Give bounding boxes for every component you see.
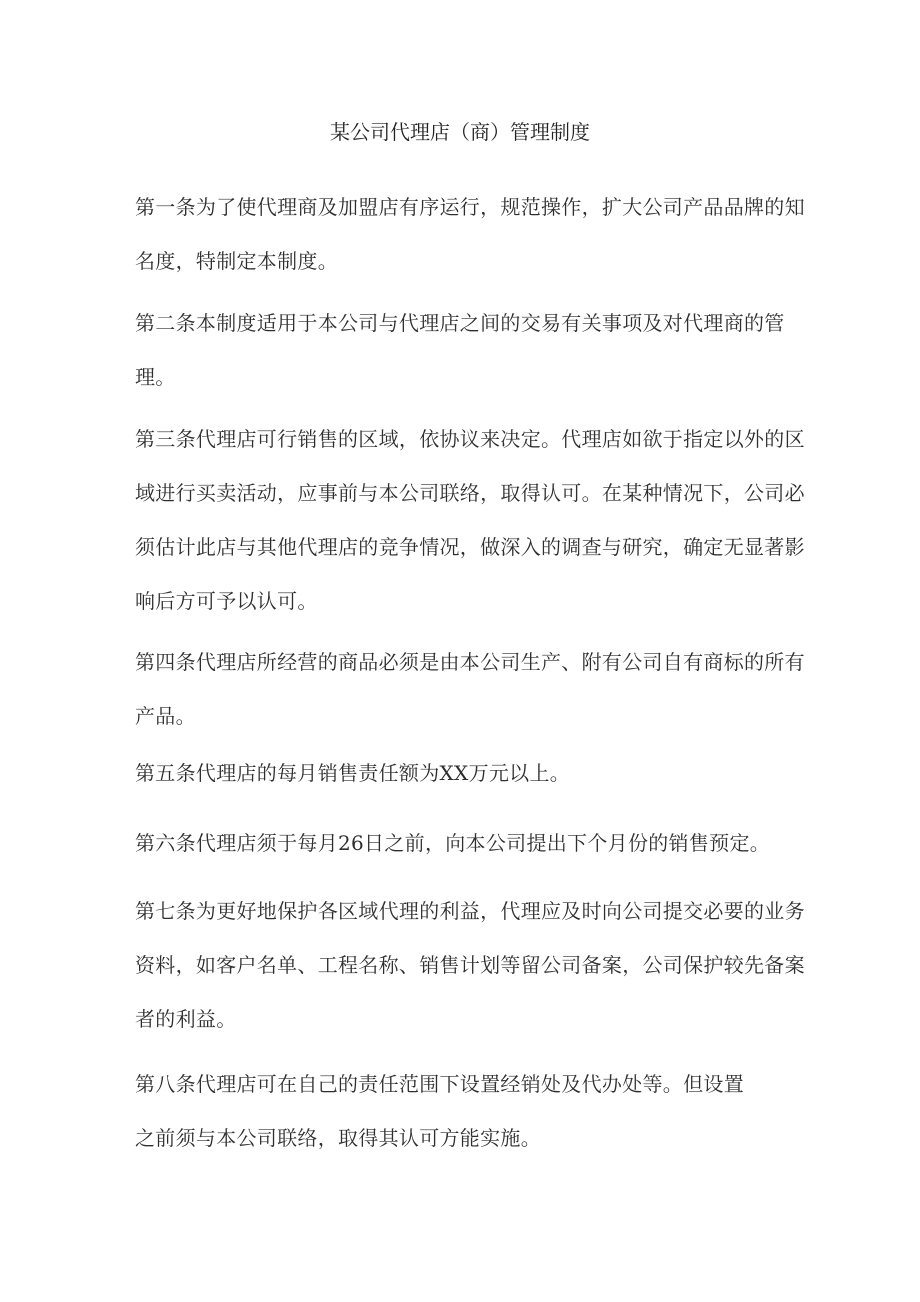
article-1 — [135, 180, 805, 288]
article-line: 须估计此店与其他代理店的竞争情况，做深入的调查与研究，确定无显著影 — [135, 535, 805, 559]
article-line: 第三条代理店可行销售的区域，依协议来决定。代理店如欲于指定以外的区 — [135, 427, 805, 451]
article-line: 响后方可予以认可。 — [135, 589, 318, 613]
article-line: 域进行买卖活动，应事前与本公司联络，取得认可。在某种情况下，公司必 — [135, 481, 805, 505]
article-line: 第八条代理店可在自己的责任范围下设置经销处及代办处等。但设置 — [135, 1072, 744, 1096]
article-line: 第四条代理店所经营的商品必须是由本公司生产、附有公司自有商标的所有 — [135, 650, 805, 674]
article-7 — [135, 884, 805, 1046]
article-line: 之前须与本公司联络，取得其认可方能实施。 — [135, 1126, 541, 1150]
article-line: 名度，特制定本制度。 — [135, 249, 338, 273]
document-title: 某公司代理店（商）管理制度 — [330, 120, 590, 144]
article-line: 第五条代理店的每月销售责任额为XX万元以上。 — [135, 761, 571, 785]
article-line: 第六条代理店须于每月26日之前，向本公司提出下个月份的销售预定。 — [135, 831, 771, 855]
article-8 — [135, 1057, 795, 1165]
article-line: 者的利益。 — [135, 1007, 237, 1031]
article-line: 第七条为更好地保护各区域代理的利益，代理应及时向公司提交必要的业务 — [135, 899, 805, 923]
article-3 — [135, 412, 805, 628]
article-line: 资料，如客户名单、工程名称、销售计划等留公司备案，公司保护较先备案 — [135, 953, 805, 977]
article-2 — [135, 296, 795, 404]
article-6 — [135, 816, 795, 870]
article-line: 产品。 — [135, 704, 196, 728]
article-line: 理。 — [135, 365, 176, 389]
article-line: 第二条本制度适用于本公司与代理店之间的交易有关事项及对代理商的管 — [135, 311, 785, 335]
article-4 — [135, 635, 805, 743]
article-line: 第一条为了使代理商及加盟店有序运行，规范操作，扩大公司产品品牌的知 — [135, 195, 805, 219]
article-5 — [135, 746, 795, 800]
